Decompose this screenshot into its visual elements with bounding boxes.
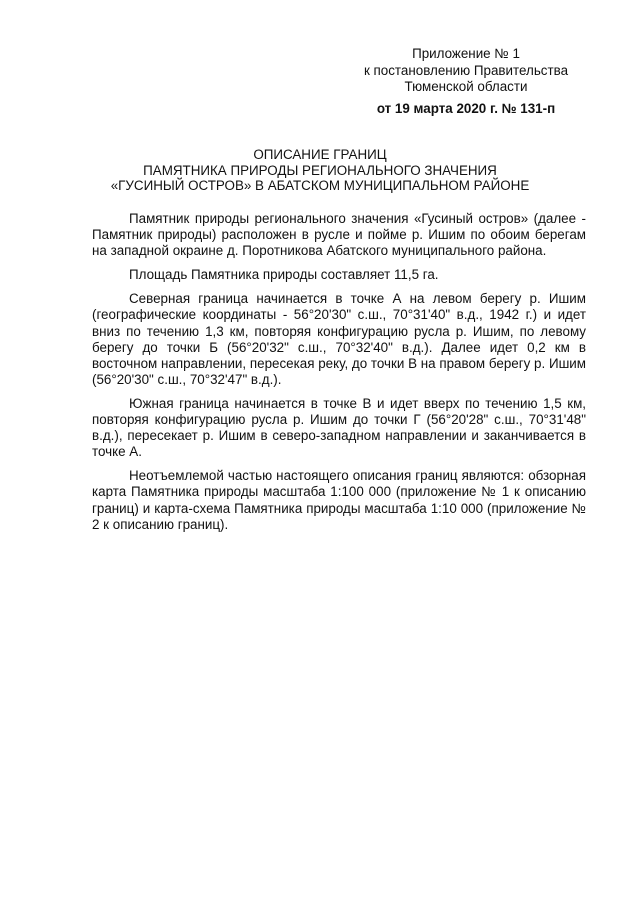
paragraph-northern-boundary: Северная граница начинается в точке А на левом берегу р. Ишим (географические координаты - 56°20'30" с.ш., 70°31'40" в.д., 1942 г.) и идет вниз по течению 1,3 км, повторяя конфигурацию русла р. Ишим, по левому берегу до точки Б (56°20'32" с.ш., 70°32'40" в.д.). Далее идет 0,2 км в восточном направлении, пересекая реку, до точки В на правом берегу р. Ишим (56°20'30" с.ш., 70°32'47" в.д.).: [92, 291, 586, 387]
document-body: [92, 211, 586, 541]
appendix-header: [340, 46, 592, 117]
appendix-number: Приложение № 1: [412, 46, 520, 61]
paragraph-southern-boundary: Южная граница начинается в точке В и идет вверх по течению 1,5 км, повторяя конфигурацию русла р. Ишим до точки Г (56°20'28" с.ш., 70°31'48" в.д.), пересекает р. Ишим в северо-западном направлении и заканчивается в точке А.: [92, 395, 586, 460]
paragraph-area: Площадь Памятника природы составляет 11,5 га.: [129, 267, 439, 283]
title-line-2: ПАМЯТНИКА ПРИРОДЫ РЕГИОНАЛЬНОГО ЗНАЧЕНИЯ: [143, 162, 497, 178]
title-line-3: «ГУСИНЫЙ ОСТРОВ» В АБАТСКОМ МУНИЦИПАЛЬНОМ РАЙОНЕ: [110, 178, 530, 193]
paragraph-location: Памятник природы регионального значения «Гусиный остров» (далее - Памятник природы) расположен в русле и пойме р. Ишим по обоим берегам на западной окраине д. Поротникова Абатского муниципального района.: [92, 211, 586, 259]
appendix-date-number: от 19 марта 2020 г. № 131-п: [376, 100, 556, 116]
paragraph-annexes: Неотъемлемой частью настоящего описания границ являются: обзорная карта Памятника природы масштаба 1:100 000 (приложение № 1 к описанию границ) и карта-схема Памятника природы масштаба 1:10 000 (приложение № 2 к описанию границ).: [92, 468, 586, 532]
appendix-region: Тюменской области: [404, 79, 528, 94]
title-line-1: ОПИСАНИЕ ГРАНИЦ: [253, 147, 387, 162]
appendix-resolution-ref: к постановлению Правительства: [363, 62, 569, 78]
document-title: [90, 147, 550, 194]
